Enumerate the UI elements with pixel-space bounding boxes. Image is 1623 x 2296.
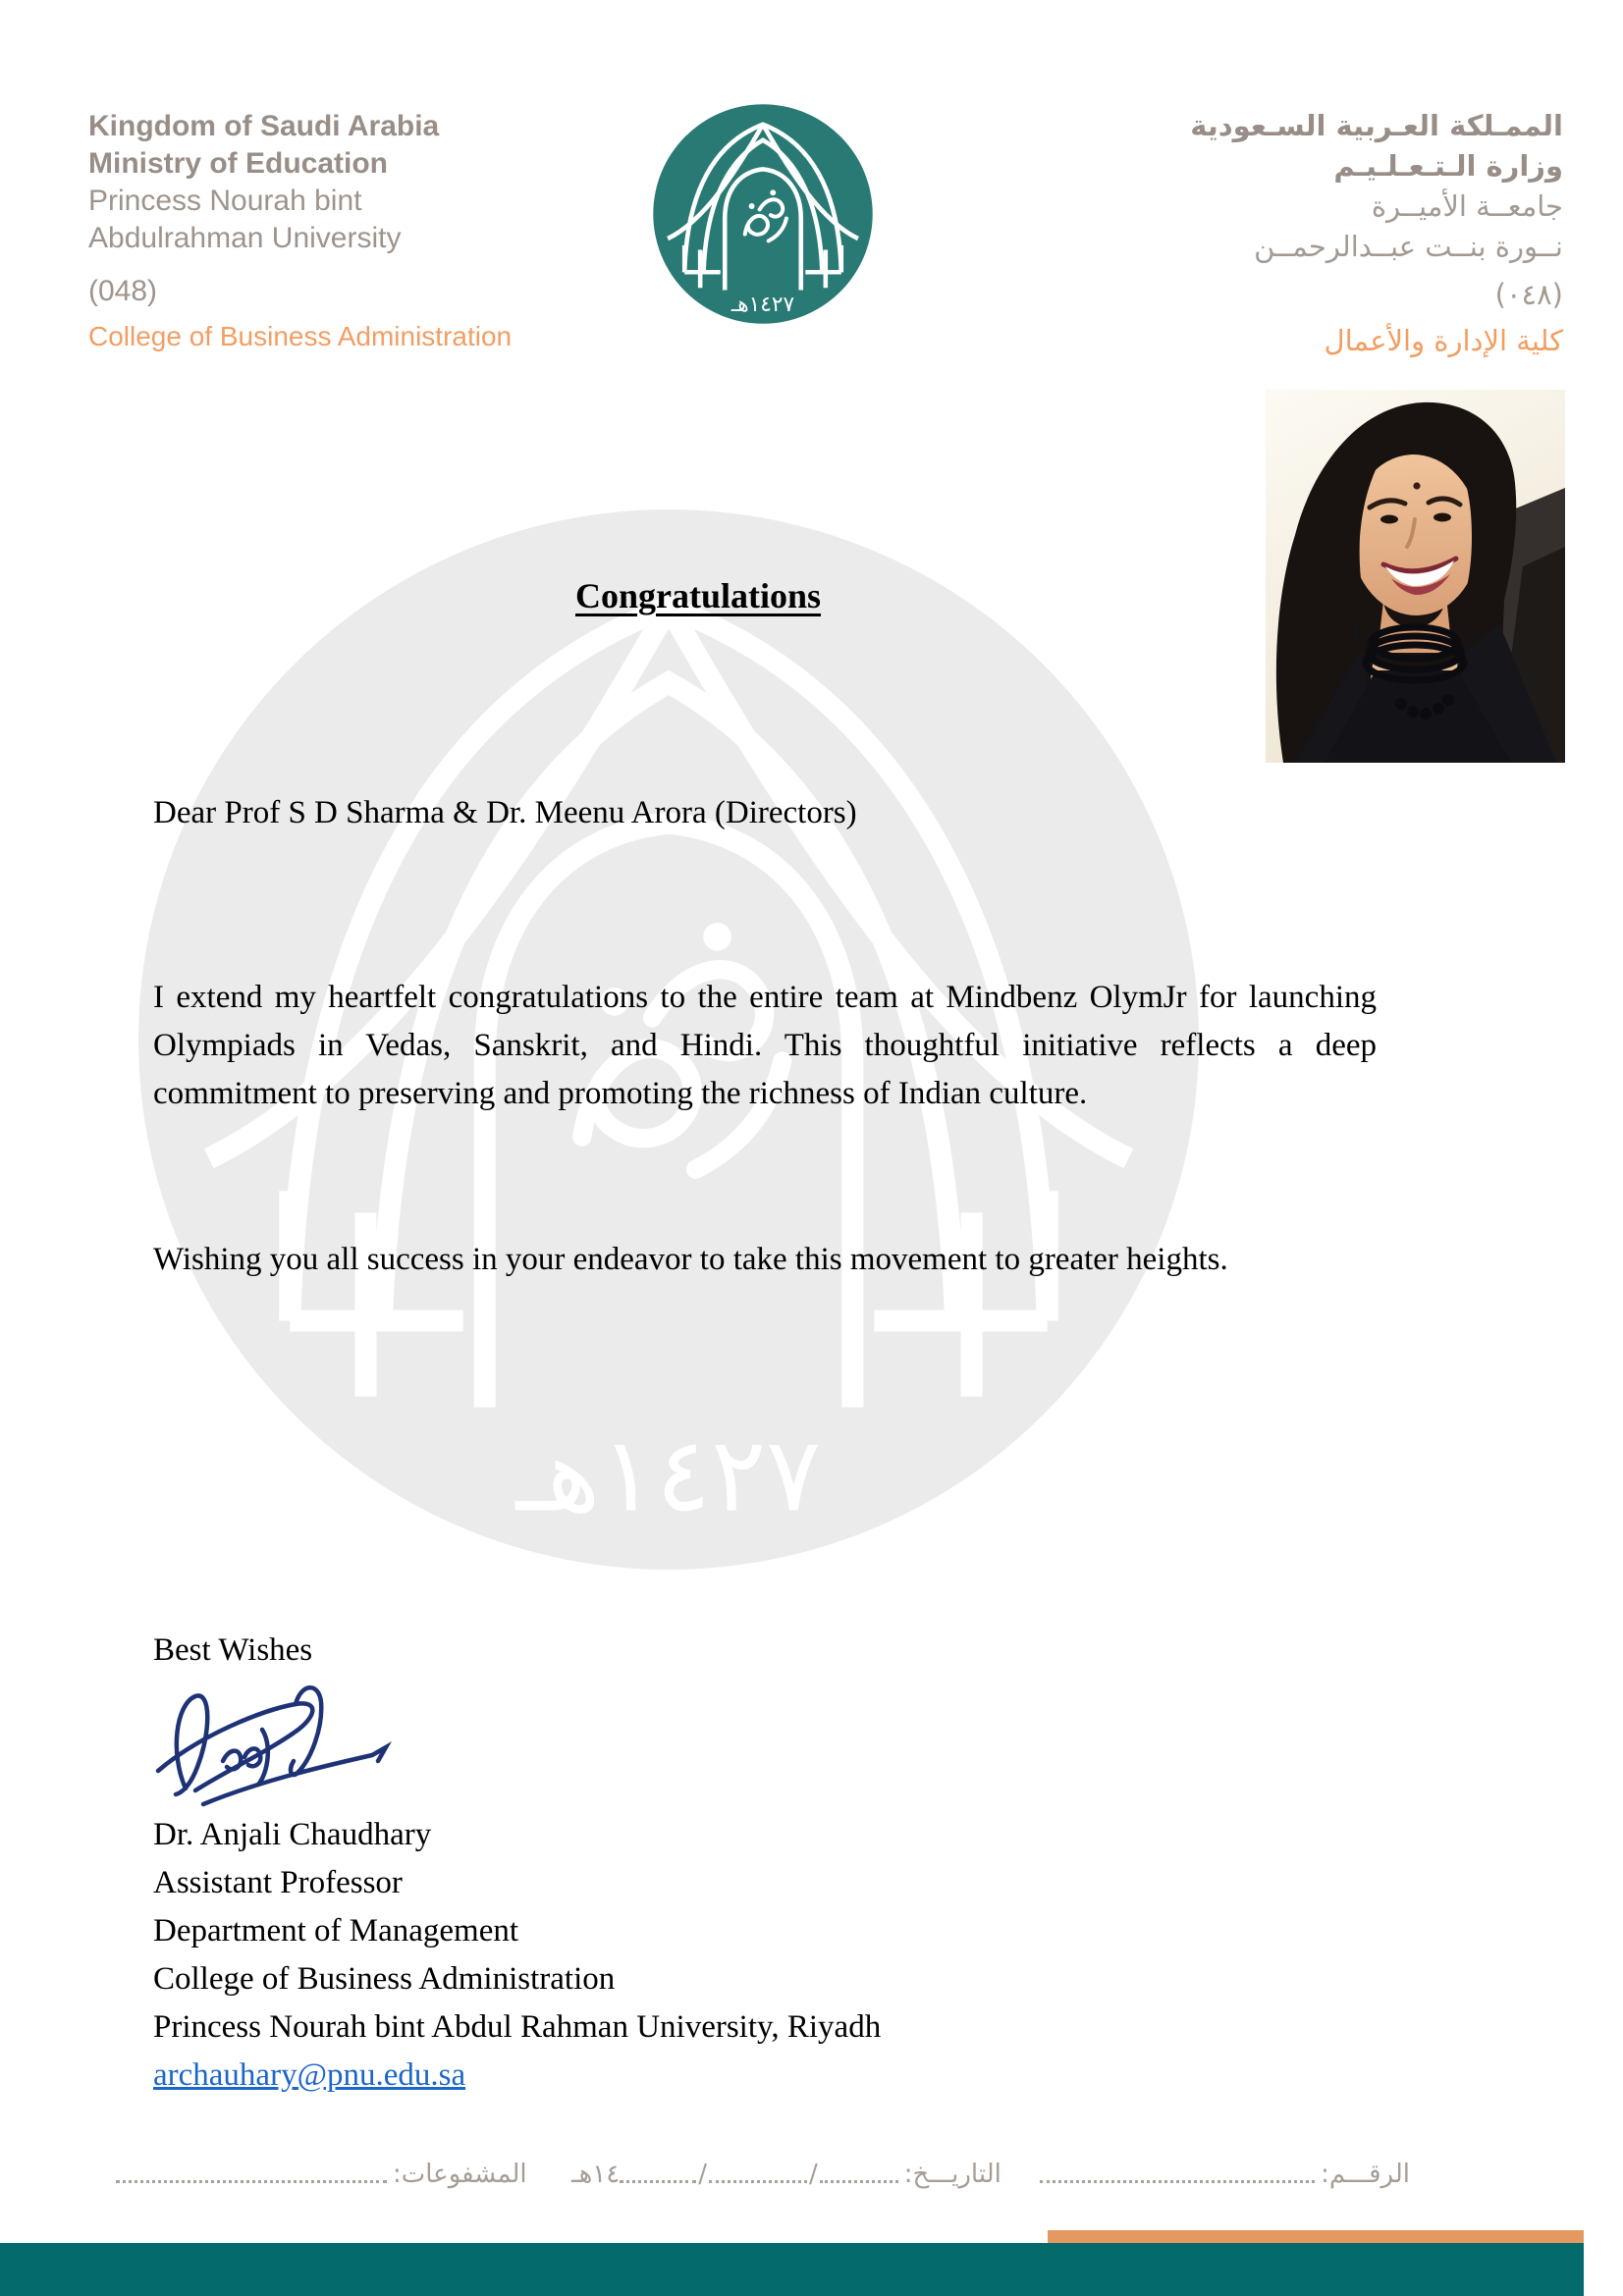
signature-block (153, 1811, 881, 2100)
footer-number-group (1040, 2160, 1410, 2189)
header-ministry-en: Ministry of Education (88, 147, 389, 180)
header-code-en: (048) (88, 275, 158, 307)
paragraph-2: Wishing you all success in your endeavor to take this movement to greater heights. (153, 1242, 1228, 1277)
header-country-en: Kingdom of Saudi Arabia (88, 110, 440, 142)
footer-orange-bar (1048, 2230, 1584, 2244)
dotted-fill-line (820, 2176, 898, 2183)
signatory-name: Dr. Anjali Chaudhary (153, 1817, 432, 1852)
university-logo (651, 102, 875, 326)
hijri-year-prefix: ١٤هـ (570, 2160, 621, 2189)
signatory-department: Department of Management (153, 1913, 519, 1949)
date-slash: / (808, 2160, 818, 2189)
header-country-ar: الممـلكة العـربية السـعودية (1190, 109, 1563, 142)
dotted-fill-line (709, 2176, 807, 2183)
signatory-role: Assistant Professor (153, 1865, 403, 1900)
header-college-en: College of Business Administration (88, 321, 513, 351)
signatory-university: Princess Nourah bint Abdul Rahman University, Riyadh (153, 2009, 882, 2045)
signatory-college: College of Business Administration (153, 1961, 616, 1997)
salutation: Dear Prof S D Sharma & Dr. Meenu Arora (Directors) (153, 795, 857, 830)
header-university-ar-1: جامعــة الأميــرة (1371, 189, 1563, 223)
header-college-ar: كلية الإدارة والأعمال (1324, 324, 1563, 357)
header-university-en-1: Princess Nourah bint (88, 185, 362, 217)
header-university-ar-2: نــورة بنــت عبــدالرحمــن (1254, 230, 1563, 263)
letter-title: Congratulations (574, 576, 822, 615)
portrait-photo (1266, 390, 1565, 763)
header-university-en-2: Abdulrahman University (88, 222, 402, 254)
dotted-fill-line (620, 2176, 696, 2183)
footer-date-group (566, 2160, 1001, 2189)
footer-reference-row (116, 2160, 1410, 2189)
closing-line: Best Wishes (153, 1632, 313, 1668)
paragraph-1: I extend my heartfelt congratulations to the entire team at Mindbenz OlymJr for launching Olympiads in Vedas, Sanskrit, and Hindi. This thoughtful initiative reflects a deep commitment to preserving and promoting the richness of Indian culture. (153, 980, 1377, 1111)
email-line (153, 2052, 881, 2100)
number-label: الرقـــم: (1321, 2160, 1410, 2189)
date-label: التاريـــخ: (903, 2160, 1001, 2189)
header-english (88, 108, 512, 355)
header-code-ar: (٠٤٨) (1494, 278, 1563, 311)
signature (152, 1675, 393, 1812)
footer-teal-band (0, 2243, 1584, 2296)
dotted-fill-line (116, 2176, 387, 2183)
date-slash: / (698, 2160, 707, 2189)
dotted-fill-line (1040, 2176, 1315, 2183)
footer-attachments-group (116, 2160, 527, 2189)
attachments-label: المشفوعات: (393, 2160, 527, 2189)
email-link[interactable]: archauhary@pnu.edu.sa (153, 2057, 466, 2093)
header-ministry-ar: وزارة الـتـعـلـيـم (1333, 149, 1563, 183)
header-arabic (1190, 106, 1563, 361)
